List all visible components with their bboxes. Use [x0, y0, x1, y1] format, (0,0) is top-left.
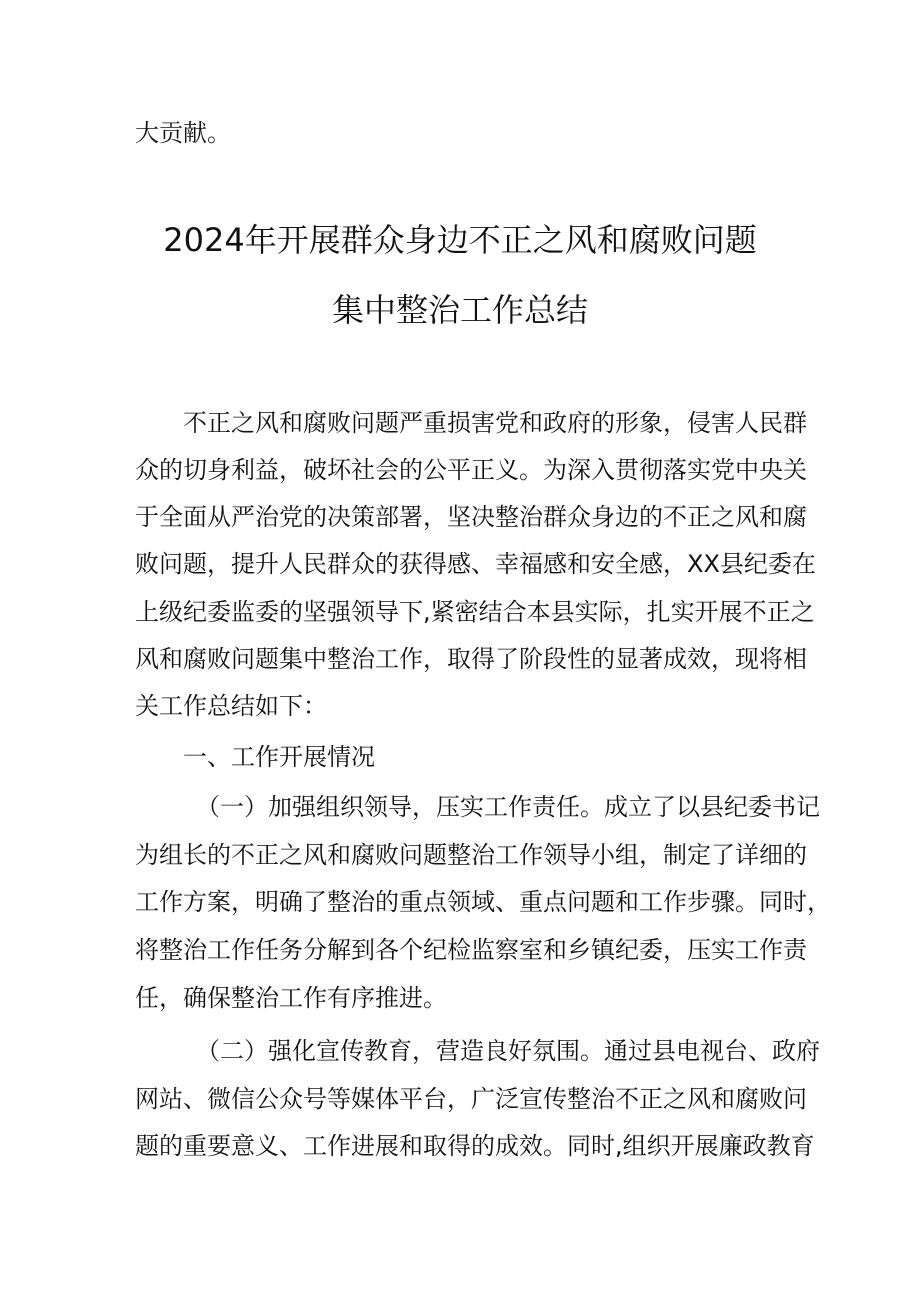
paragraph-line: 败问题，提升人民群众的获得感、幸福感和安全感，XX县纪委在	[135, 550, 816, 578]
paragraph-line: 工作方案，明确了整治的重点领域、重点问题和工作步骤。同时，	[135, 888, 831, 916]
paragraph-line: 为组长的不正之风和腐败问题整治工作领导小组，制定了详细的	[135, 841, 807, 869]
paragraph-line: 网站、微信公众号等媒体平台，广泛宣传整治不正之风和腐败问	[135, 1085, 807, 1113]
paragraph-line: 题的重要意义、工作进展和取得的成效。同时,组织开展廉政教育	[135, 1132, 815, 1160]
paragraph-line: 上级纪委监委的坚强领导下,紧密结合本县实际，扎实开展不正之	[135, 598, 815, 626]
document-title-line-1: 2024年开展群众身边不正之风和腐败问题	[163, 221, 757, 259]
carryover-text: 大贡献。	[135, 119, 231, 147]
paragraph-line: （一）加强组织领导，压实工作责任。成立了以县纪委书记	[196, 793, 820, 821]
paragraph-line: 将整治工作任务分解到各个纪检监察室和乡镇纪委，压实工作责	[135, 936, 807, 964]
paragraph-line: 关工作总结如下：	[135, 692, 327, 720]
paragraph-line: 任，确保整治工作有序推进。	[135, 984, 447, 1012]
paragraph-line: 于全面从严治党的决策部署，坚决整治群众身边的不正之风和腐	[135, 503, 807, 531]
paragraph-line: 众的切身利益，破坏社会的公平正义。为深入贯彻落实党中央关	[135, 456, 807, 484]
document-title-line-2: 集中整治工作总结	[331, 291, 588, 329]
section-heading: 一、工作开展情况	[183, 743, 375, 771]
paragraph-line: 不正之风和腐败问题严重损害党和政府的形象，侵害人民群	[183, 409, 807, 437]
paragraph-line: 风和腐败问题集中整治工作，取得了阶段性的显著成效，现将相	[135, 645, 807, 673]
paragraph-line: （二）强化宣传教育，营造良好氛围。通过县电视台、政府	[196, 1037, 820, 1065]
